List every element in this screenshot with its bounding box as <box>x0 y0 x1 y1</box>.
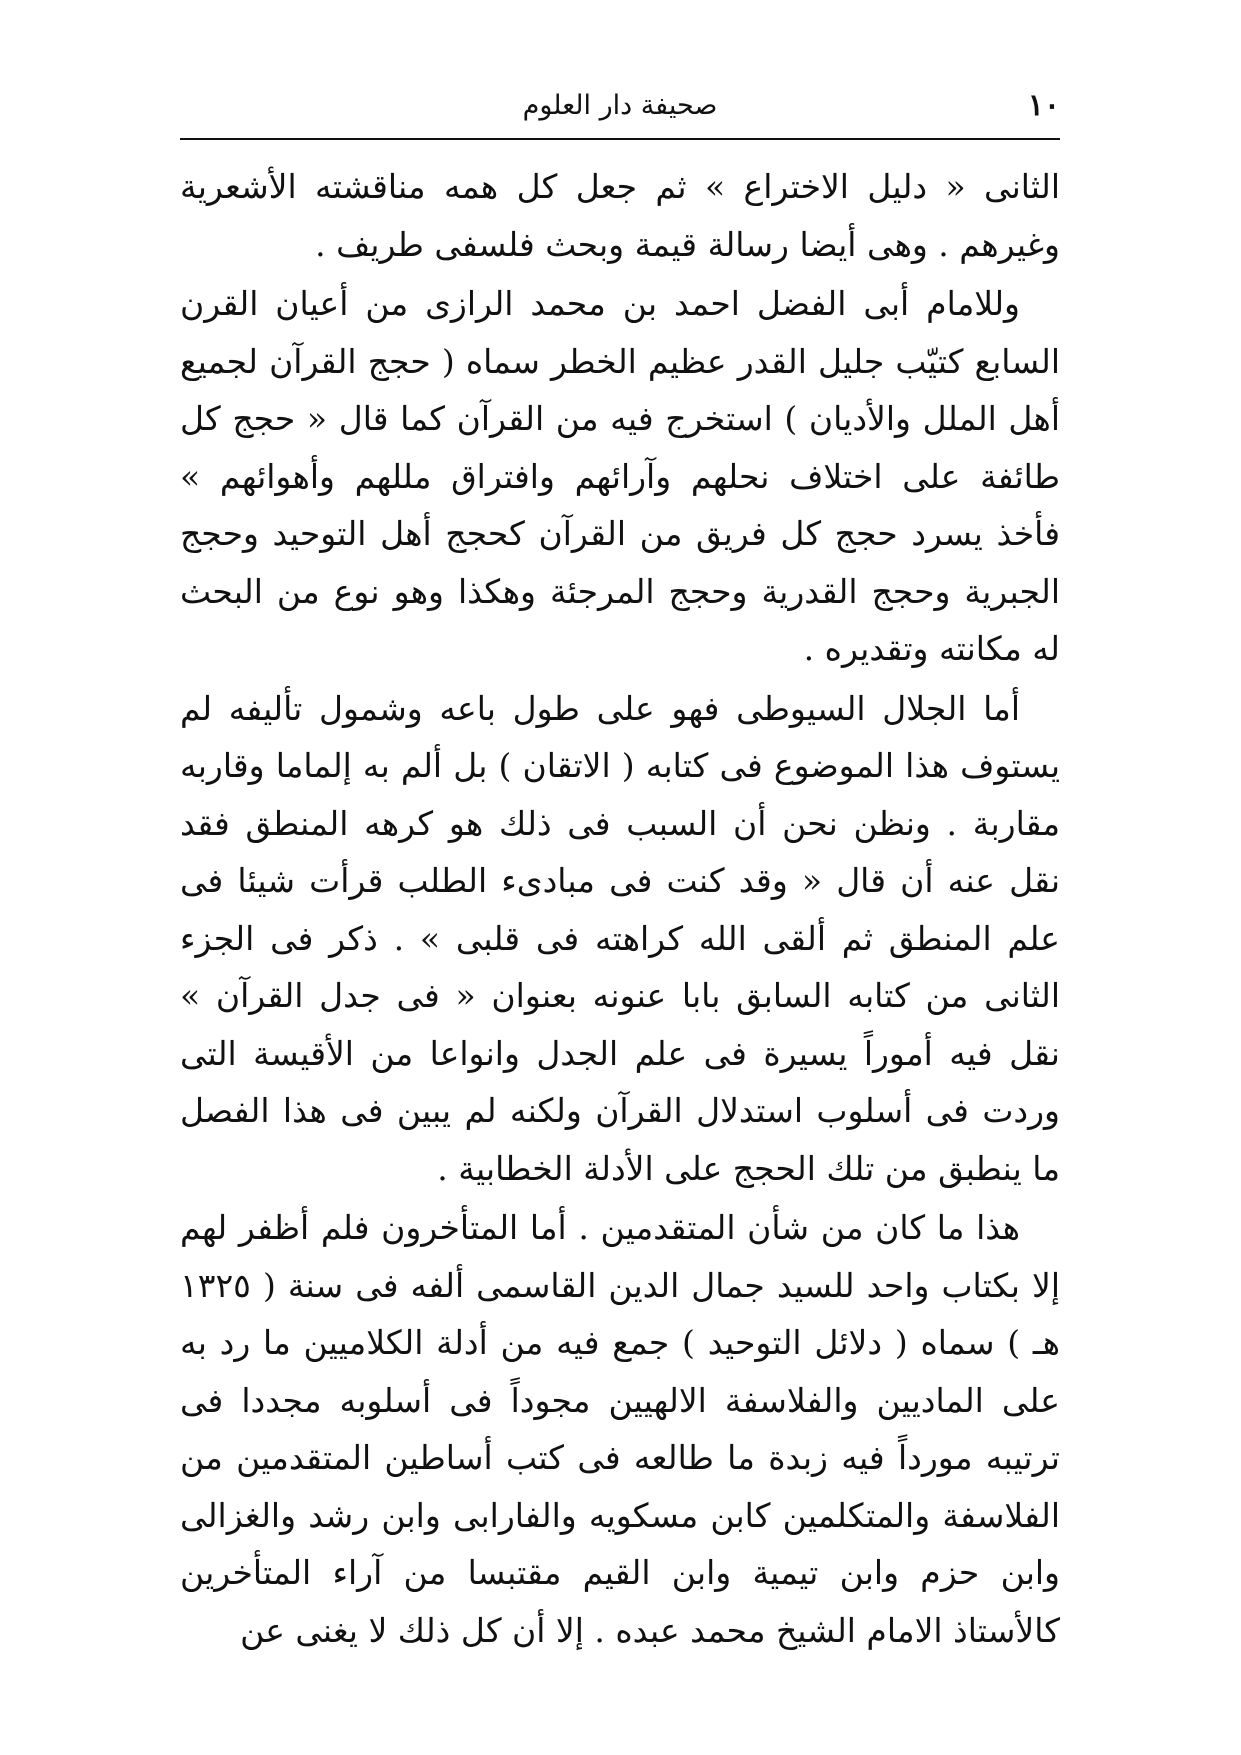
paragraph-1: الثانى « دليل الاختراع » ثم جعل كل همه مناقشته الأشعرية وغيرهم . وهى أيضا رسالة قيمة وبحث فلسفى طريف . <box>180 167 1060 264</box>
header-rule <box>180 138 1060 140</box>
page-number: ١٠ <box>1027 88 1060 123</box>
page-header <box>180 88 1060 138</box>
paragraph-2: وللامام أبى الفضل احمد بن محمد الرازى من أعيان القرن السابع كتيّب جليل القدر عظيم الخطر سماه ( حجج القرآن لجميع أهل الملل والأديان ) استخرج فيه من القرآن كما قال « حجج كل طائفة على اختلاف نحلهم وآرائهم وافتراق مللهم وأهوائهم » فأخذ يسرد حجج كل فريق من القرآن كحجج أهل التوحيد وحجج الجبرية وحجج القدرية وحجج المرجئة وهكذا وهو نوع من البحث له مكانته وتقديره . <box>180 284 1060 668</box>
body-text <box>180 158 1060 1659</box>
running-title: صحيفة دار العلوم <box>522 90 718 121</box>
paragraph-4: هذا ما كان من شأن المتقدمين . أما المتأخرون فلم أظفر لهم إلا بكتاب واحد للسيد جمال الدين القاسمى ألفه فى سنة ( ١٣٢٥ هـ ) سماه ( دلائل التوحيد ) جمع فيه من أدلة الكلاميين ما رد به على الماديين والفلاسفة الالهيين مجوداً فى أسلوبه مجددا فى ترتيبه مورداً فيه زبدة ما طالعه فى كتب أساطين المتقدمين من الفلاسفة والمتكلمين كابن مسكويه والفارابى وابن رشد والغزالى وابن حزم وابن تيمية وابن القيم مقتبسا من آراء المتأخرين كالأستاذ الامام الشيخ محمد عبده . إلا أن كل ذلك لا يغنى عن <box>180 1208 1060 1650</box>
paragraph-3: أما الجلال السيوطى فهو على طول باعه وشمول تأليفه لم يستوف هذا الموضوع فى كتابه ( الاتقان ) بل ألم به إلماما وقاربه مقاربة . ونظن نحن أن السبب فى ذلك هو كرهه المنطق فقد نقل عنه أن قال « وقد كنت فى مبادىء الطلب قرأت شيئا فى علم المنطق ثم ألقى الله كراهته فى قلبى » . ذكر فى الجزء الثانى من كتابه السابق بابا عنونه بعنوان « فى جدل القرآن » نقل فيه أموراً يسيرة فى علم الجدل وانواعا من الأقيسة التى وردت فى أسلوب استدلال القرآن ولكنه لم يبين فى هذا الفصل ما ينطبق من تلك الحجج على الأدلة الخطابية . <box>180 688 1060 1188</box>
